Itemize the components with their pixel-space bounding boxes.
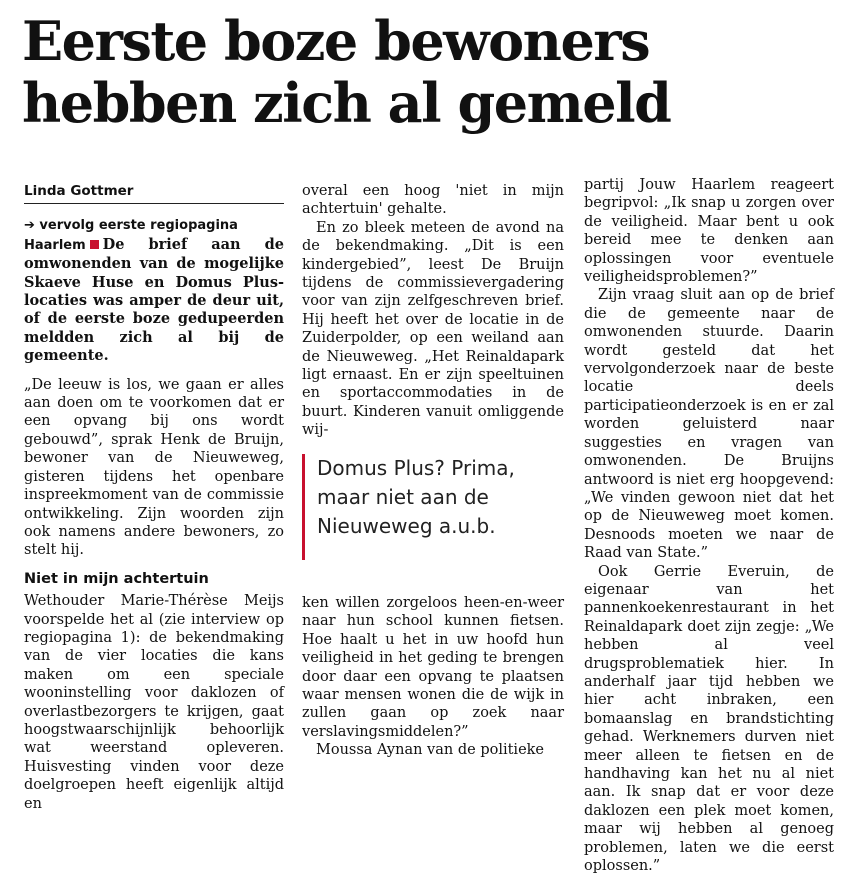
headline: Eerste boze bewoners hebben zich al gemeld bbox=[22, 9, 671, 135]
lead-paragraph bbox=[24, 216, 284, 365]
column-1 bbox=[24, 182, 284, 813]
pull-quote: Domus Plus? Prima, maar niet aan de Nieuweweg a.u.b. bbox=[302, 454, 564, 560]
subheading: Niet in mijn achtertuin bbox=[24, 570, 209, 587]
column-2-lower bbox=[302, 594, 564, 760]
red-square-icon bbox=[90, 240, 99, 249]
paragraph-5: Zijn vraag sluit aan op de brief die de gemeente naar de omwonenden stuurde. Daarin wordt gesteld dat het vervolgonderzoek naar de beste locatie deels participatieonderzoek is en er zal worden geluisterd naar suggesties en vragen van omwonenden. De Bruijns antwoord is niet erg hoopgevend: „We vinden gewoon niet dat het op de Nieuweweg moet komen. Desnoods moeten we naar de Raad van State.” bbox=[584, 287, 834, 562]
dateline-place: Haarlem bbox=[24, 237, 86, 253]
paragraph-1: „De leeuw is los, we gaan er alles aan doen om te voorkomen dat er een opvang bij ons wordt gebouwd”, sprak Henk de Bruijn, bewoner van de Nieuweweg, gisteren tijdens het openbare inspreekmoment van de commissie ontwikkeling. Zijn woorden zijn ook namens andere bewoners, zo stelt hij. bbox=[24, 376, 284, 559]
paragraph-6: Ook Gerrie Everuin, de eigenaar van het pannenkoekenrestaurant in het Reinaldapark doet zijn zegje: „We hebben al veel drugsproblematiek hier. In anderhalf jaar tijd hebben we hier acht inbraken, een bomaanslag en brandstichting gehad. Werknemers durven niet meer alleen te fietsen en de handhaving kan het nu al niet aan. Ik snap dat er voor deze daklozen een plek moet komen, maar wij hebben al genoeg problemen, laten we die eerst oplossen.” bbox=[584, 563, 834, 875]
paragraph-4-continued: partij Jouw Haarlem reageert begripvol: „Ik snap u zorgen over de veiligheid. Maar bent u ook bereid mee te denken aan oplossingen voor eventuele veiligheidsproblemen?” bbox=[584, 177, 834, 286]
paragraph-3-continued: ken willen zorgeloos heen-en-weer naar hun school kunnen fietsen. Hoe haalt u het in uw hoofd hun veiligheid in het geding te brengen door daar een opvang te plaatsen waar mensen wonen die de wijk in zullen gaan op zoek naar verslavingsmiddelen?” bbox=[302, 595, 564, 740]
paragraph-2: Wethouder Marie-Thérèse Meijs voorspelde het al (zie interview op regiopagina 1): de bekendmaking van de vier locaties die kans maken om een speciale wooninstelling voor daklozen of overlastbezorgers te krijgen, gaat hoogstwaarschijnlijk behoorlijk wat weerstand opleveren. Huisvesting vinden voor deze doelgroepen heeft eigenlijk altijd en bbox=[24, 593, 284, 812]
lead-text: De brief aan de omwonenden van de mogelijke Skaeve Huse en Domus Plus-locaties was amper de deur uit, of de eerste boze gedupeerden meldden zich al bij de gemeente. bbox=[24, 235, 284, 365]
column-3 bbox=[584, 176, 834, 875]
paragraph-4: Moussa Aynan van de politieke bbox=[316, 742, 545, 759]
byline: Linda Gottmer bbox=[24, 182, 284, 204]
column-2 bbox=[302, 182, 564, 440]
paragraph-3: En zo bleek meteen de avond na de bekendmaking. „Dit is een kindergebied”, leest De Bruijn tijdens de commissievergadering voor van zijn zelfgeschreven brief. Hij heeft het over de locatie in de Zuiderpolder, op een weiland aan de Nieuweweg. „Het Reinaldapark ligt ernaast. En er zijn speeltuinen en sportaccommodaties in de buurt. Kinderen vanuit omliggende wij- bbox=[302, 219, 564, 439]
continuation-reference[interactable]: ➔ vervolg eerste regiopagina bbox=[24, 218, 238, 234]
paragraph-2-continued: overal een hoog 'niet in mijn achtertuin' gehalte. bbox=[302, 183, 564, 218]
